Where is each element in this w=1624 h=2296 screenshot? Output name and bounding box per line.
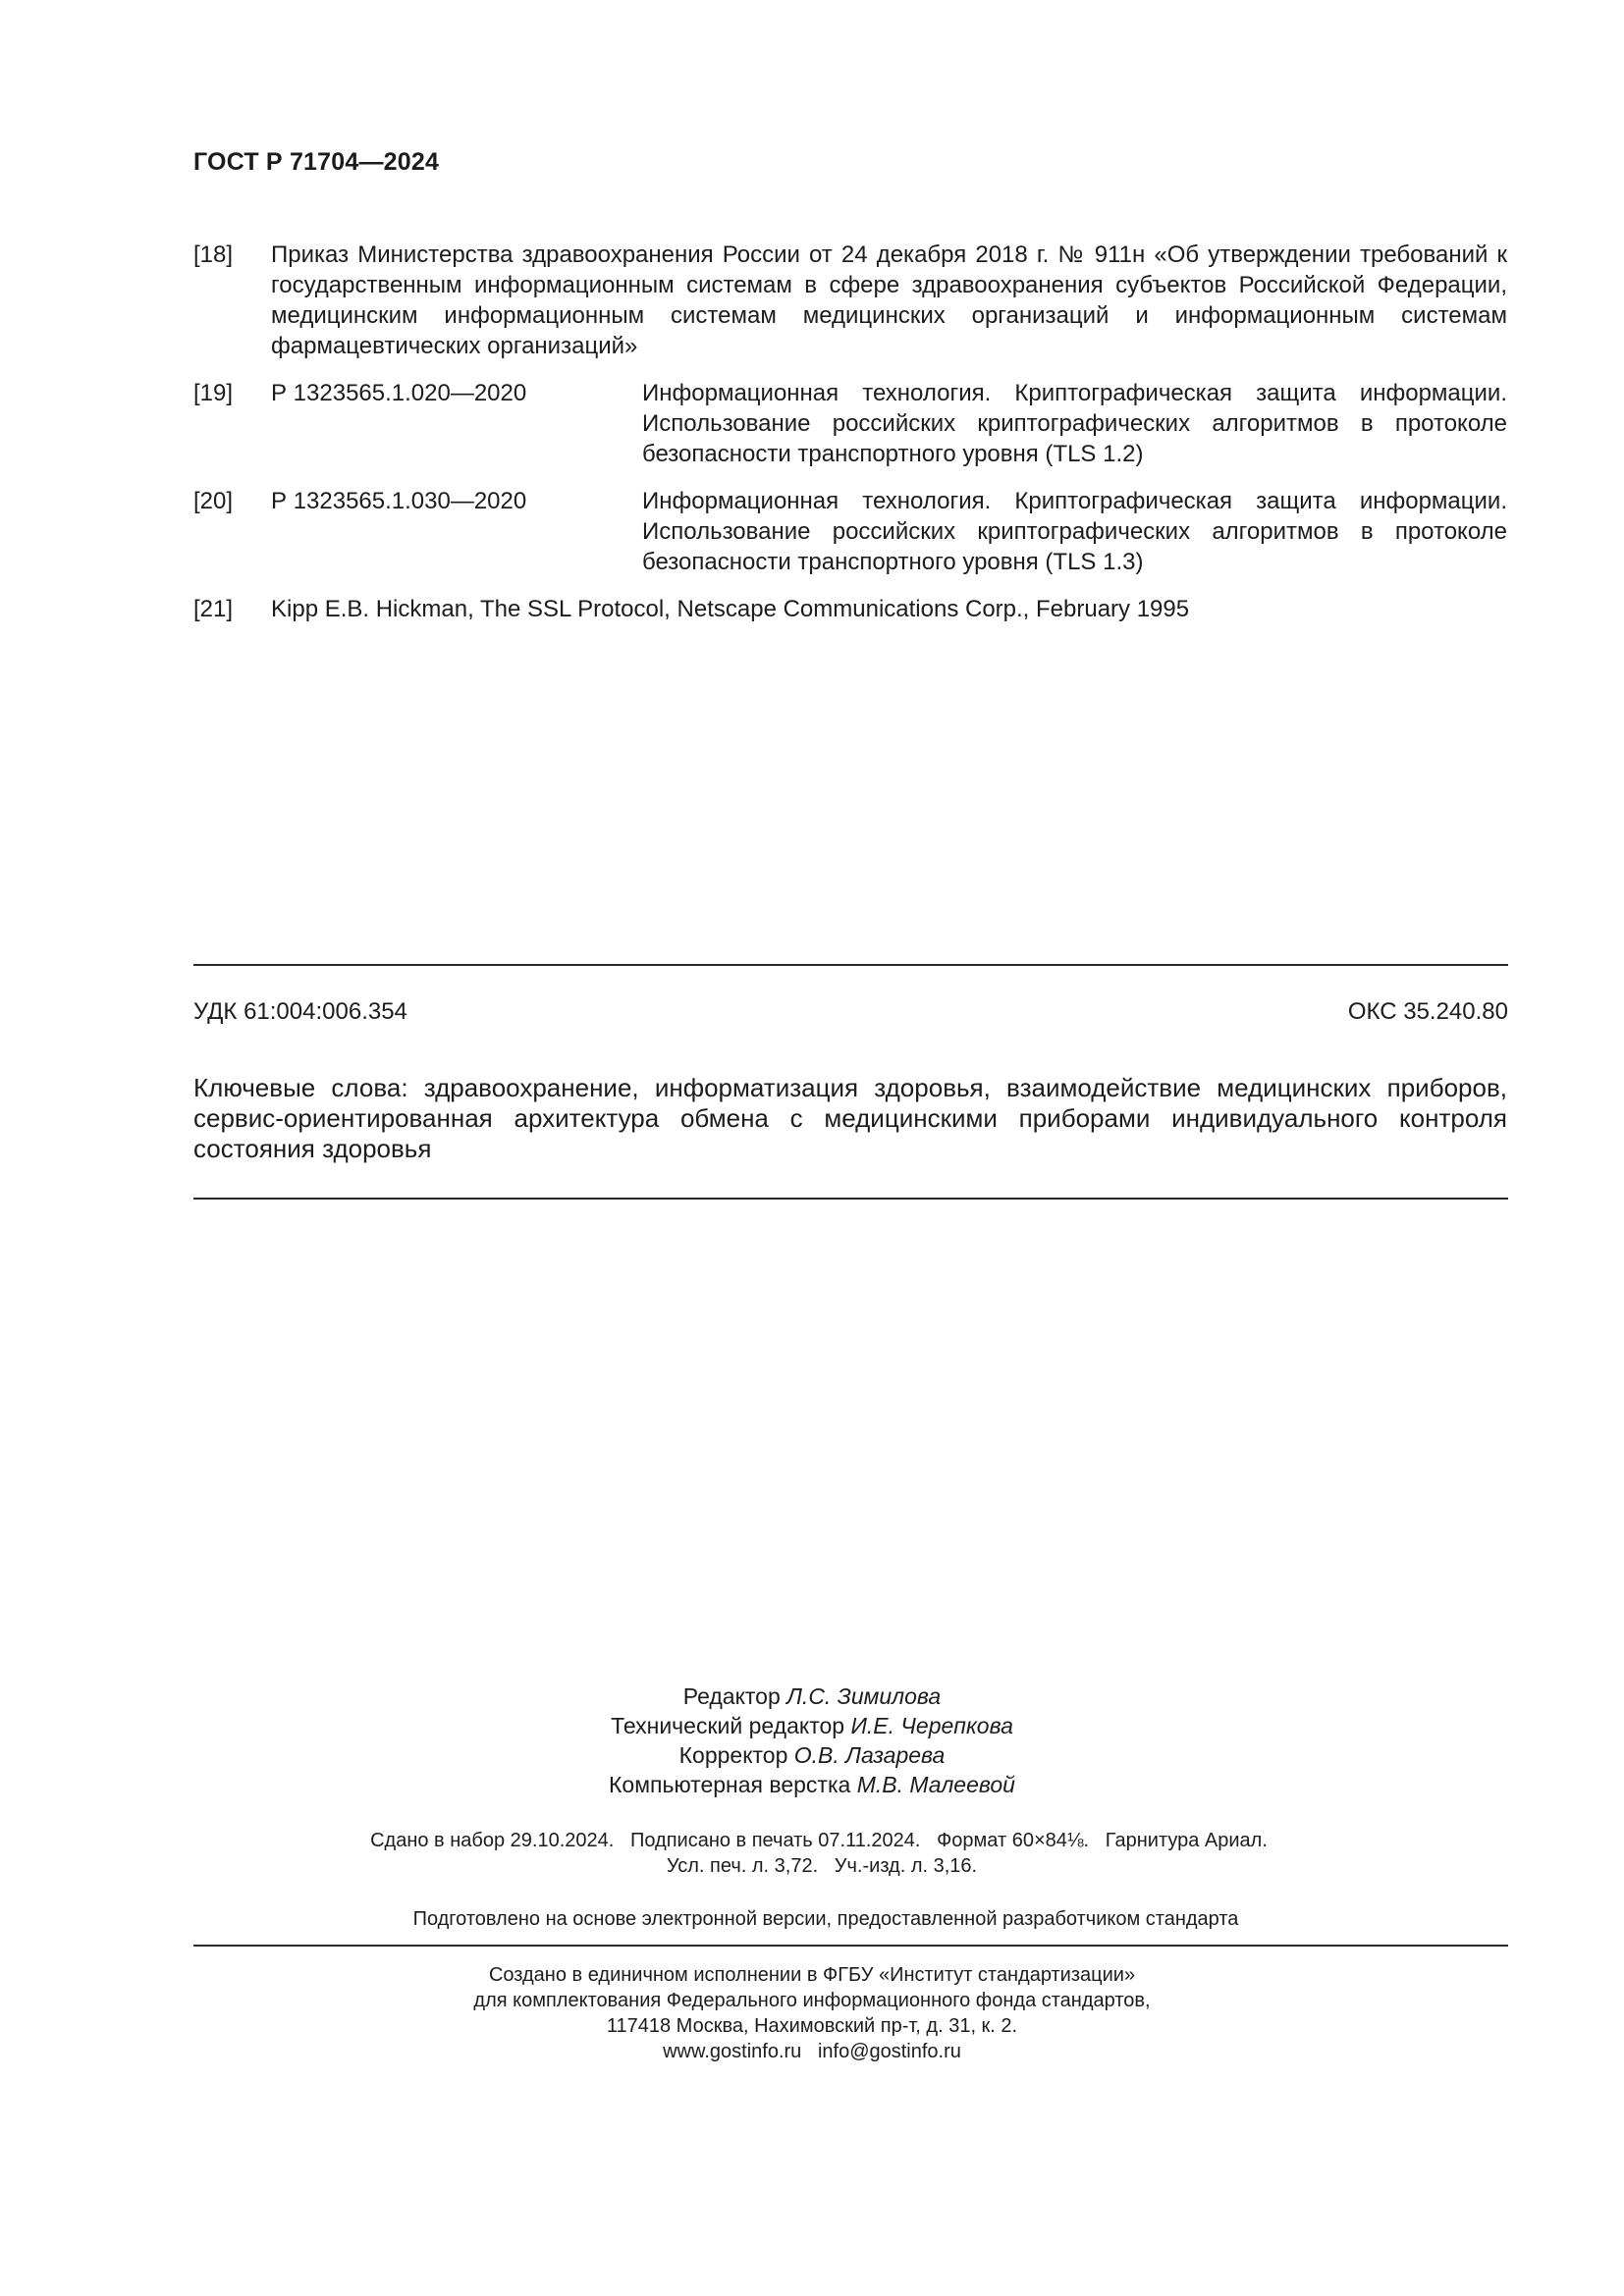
entry-number: [18] [193,241,234,268]
address-line: для комплектования Федерального информационного фонда стандартов, [473,1990,1151,2011]
credit-name: Л.С. Зимилова [786,1683,942,1709]
credit-role: Технический редактор [611,1713,845,1738]
publication-details [0,1828,1624,1879]
tech-editor-line [0,1711,1624,1740]
address-line: Создано в единичном исполнении в ФГБУ «Институт стандартизации» [488,1964,1136,1986]
credit-role: Корректор [678,1742,788,1768]
keywords-paragraph: Ключевые слова: здравоохранение, информатизация здоровья, взаимодействие медицинских приборов, сервис-ориентированная архитектура обмена с медицинскими приборами индивидуального контроля состояния здоровья [193,1073,1507,1163]
bibliography-entry-18 [193,240,1507,361]
divider-line [193,1945,1508,1947]
website-email-line: www.gostinfo.ru info@gostinfo.ru [663,2041,961,2062]
udk-code: УДК 61:004:006.354 [193,998,407,1025]
editor-line [0,1682,1624,1711]
oks-code: ОКС 35.240.80 [1347,998,1508,1025]
divider-line [193,1198,1508,1200]
credit-name: И.Е. Черепкова [850,1713,1013,1738]
entry-text: Приказ Министерства здравоохранения России от 24 декабря 2018 г. № 911н «Об утверждении требований к государственным информационным системам в сфере здравоохранения субъектов Российской Федерации, медицинским информационным системам медицинских организаций и информационным системам фармацевтических организаций» [271,241,1507,359]
publisher-address [0,1962,1624,2064]
layout-line [0,1770,1624,1799]
entry-text: Информационная технология. Криптографическая защита информации. Использование российских криптографических алгоритмов в протоколе безопасности транспортного уровня (TLS 1.3) [642,488,1507,575]
publication-line: Усл. печ. л. 3,72. Уч.-изд. л. 3,16. [666,1855,978,1877]
entry-number: [19] [193,380,234,406]
credit-name: О.В. Лазарева [793,1742,946,1768]
bibliography-entry-19 [193,378,1507,469]
entry-code: Р 1323565.1.020—2020 [271,380,527,406]
entry-number: [21] [193,596,234,622]
credit-role: Компьютерная верстка [609,1772,851,1797]
bibliography-entry-21 [193,594,1507,624]
classification-row [193,998,1508,1026]
entry-text: Kipp E.B. Hickman, The SSL Protocol, Netscape Communications Corp., February 1995 [271,596,1190,622]
entry-text: Информационная технология. Криптографическая защита информации. Использование российских криптографических алгоритмов в протоколе безопасности транспортного уровня (TLS 1.2) [642,380,1507,467]
credit-role: Редактор [682,1683,781,1709]
document-header: ГОСТ Р 71704—2024 [193,148,440,176]
editorial-credits [0,1682,1624,1799]
corrector-line [0,1740,1624,1770]
publication-line: Сдано в набор 29.10.2024. Подписано в печать 07.11.2024. Формат 60×84⅛. Гарнитура Ариал. [370,1830,1268,1851]
address-line: 117418 Москва, Нахимовский пр-т, д. 31, к. 2. [606,2015,1018,2037]
credit-name: М.В. Малеевой [856,1772,1015,1797]
entry-number: [20] [193,488,234,514]
entry-code: Р 1323565.1.030—2020 [271,488,527,514]
bibliography-list [193,240,1507,641]
divider-line [193,964,1508,966]
prepared-note: Подготовлено на основе электронной версии, предоставленной разработчиком стандарта [412,1908,1239,1930]
bibliography-entry-20 [193,486,1507,577]
